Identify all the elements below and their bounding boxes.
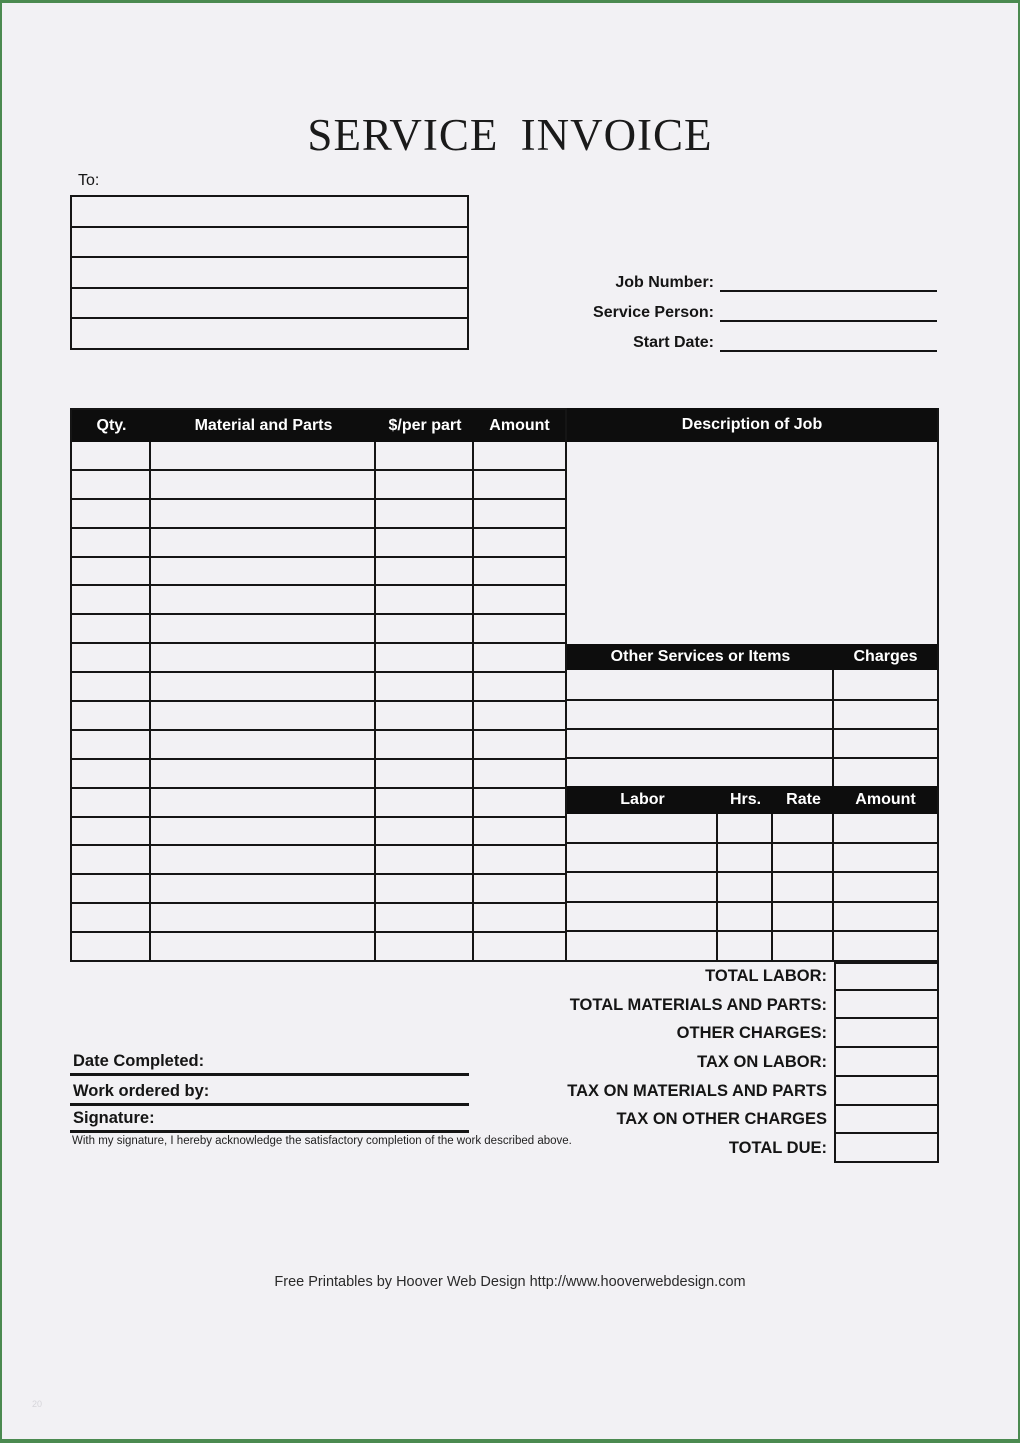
qty-cell[interactable] <box>72 904 151 931</box>
tax-on-other-charges-label: TAX ON OTHER CHARGES <box>616 1110 827 1129</box>
materials-table-header <box>72 410 565 442</box>
material-parts-column-header: Material and Parts <box>194 417 333 434</box>
charges-column-header: Charges <box>853 648 918 665</box>
rate-cell[interactable] <box>773 844 834 872</box>
amount-cell[interactable] <box>474 529 565 556</box>
charges-cell[interactable] <box>834 759 937 786</box>
recipient-address-line[interactable] <box>72 287 467 318</box>
amount-cell[interactable] <box>474 471 565 498</box>
labor-cell[interactable] <box>567 844 718 872</box>
qty-cell[interactable] <box>72 702 151 729</box>
description-of-job-header <box>567 408 937 442</box>
rate-cell[interactable] <box>773 814 834 842</box>
labor-table-row <box>567 901 937 931</box>
price-per-part-cell[interactable] <box>376 702 474 729</box>
material-parts-cell[interactable] <box>151 529 376 556</box>
labor-amount-cell[interactable] <box>834 844 937 872</box>
materials-table-row <box>72 642 565 671</box>
tax-on-labor-box[interactable] <box>834 1048 939 1077</box>
price-per-part-cell[interactable] <box>376 789 474 816</box>
totals-section <box>432 962 939 1163</box>
amount-cell[interactable] <box>474 818 565 845</box>
amount-cell[interactable] <box>474 615 565 642</box>
materials-table-row <box>72 584 565 613</box>
other-charges-label: OTHER CHARGES: <box>676 1024 827 1043</box>
price-per-part-cell[interactable] <box>376 904 474 931</box>
right-column <box>567 408 939 962</box>
to-label: To: <box>78 172 100 189</box>
charges-cell[interactable] <box>834 730 937 757</box>
hrs-cell[interactable] <box>718 814 773 842</box>
amount-cell[interactable] <box>474 558 565 585</box>
amount-cell[interactable] <box>474 760 565 787</box>
signature-disclaimer: With my signature, I hereby acknowledge the satisfactory completion of the work described above. <box>72 1135 572 1147</box>
amount-cell[interactable] <box>474 702 565 729</box>
date-completed-field[interactable] <box>70 1052 469 1076</box>
amount-cell[interactable] <box>474 933 565 960</box>
qty-cell[interactable] <box>72 442 151 469</box>
recipient-address-line[interactable] <box>72 197 467 226</box>
material-parts-cell[interactable] <box>151 818 376 845</box>
tax-on-materials-label: TAX ON MATERIALS AND PARTS <box>567 1081 827 1100</box>
labor-amount-cell[interactable] <box>834 903 937 931</box>
materials-table-row <box>72 816 565 845</box>
labor-table-row <box>567 871 937 901</box>
page-number: 20 <box>32 1399 43 1409</box>
material-parts-cell[interactable] <box>151 644 376 671</box>
signature-label: Signature: <box>73 1109 155 1127</box>
qty-cell[interactable] <box>72 644 151 671</box>
tax-on-labor-row <box>432 1048 939 1077</box>
signature-field[interactable] <box>70 1109 469 1133</box>
qty-cell[interactable] <box>72 789 151 816</box>
service-person-field <box>522 296 937 322</box>
amount-cell[interactable] <box>474 789 565 816</box>
labor-amount-column-header: Amount <box>855 791 916 808</box>
recipient-address-box <box>70 195 469 350</box>
material-parts-cell[interactable] <box>151 500 376 527</box>
job-number-label: Job Number: <box>615 273 714 291</box>
other-services-row <box>567 670 937 699</box>
job-number-field <box>522 266 937 292</box>
description-of-job-label: Description of Job <box>681 416 823 433</box>
qty-cell[interactable] <box>72 529 151 556</box>
materials-table-row <box>72 498 565 527</box>
hrs-cell[interactable] <box>718 873 773 901</box>
start-date-input-line[interactable] <box>720 326 937 352</box>
labor-amount-cell[interactable] <box>834 814 937 842</box>
total-labor-box[interactable] <box>834 962 939 991</box>
materials-table-row <box>72 527 565 556</box>
amount-cell[interactable] <box>474 904 565 931</box>
price-per-part-cell[interactable] <box>376 933 474 960</box>
material-parts-cell[interactable] <box>151 731 376 758</box>
price-per-part-cell[interactable] <box>376 760 474 787</box>
materials-table-row <box>72 873 565 902</box>
qty-cell[interactable] <box>72 500 151 527</box>
amount-cell[interactable] <box>474 673 565 700</box>
material-parts-cell[interactable] <box>151 760 376 787</box>
tax-on-other-charges-row <box>432 1106 939 1135</box>
rate-column-header: Rate <box>786 791 821 808</box>
amount-cell[interactable] <box>474 644 565 671</box>
qty-cell[interactable] <box>72 875 151 902</box>
material-parts-cell[interactable] <box>151 615 376 642</box>
labor-cell[interactable] <box>567 814 718 842</box>
price-per-part-cell[interactable] <box>376 818 474 845</box>
labor-table-row <box>567 842 937 872</box>
labor-table-row <box>567 930 937 960</box>
start-date-field <box>522 326 937 352</box>
labor-amount-cell[interactable] <box>834 932 937 960</box>
amount-cell[interactable] <box>474 586 565 613</box>
materials-table <box>70 408 567 962</box>
charges-cell[interactable] <box>834 670 937 699</box>
description-of-job-textarea[interactable] <box>567 442 937 644</box>
hrs-column-header: Hrs. <box>729 791 762 808</box>
price-per-part-cell[interactable] <box>376 846 474 873</box>
total-materials-box[interactable] <box>834 991 939 1020</box>
material-parts-cell[interactable] <box>151 702 376 729</box>
materials-table-body <box>72 442 565 960</box>
materials-table-row <box>72 729 565 758</box>
rate-cell[interactable] <box>773 873 834 901</box>
other-charges-box[interactable] <box>834 1019 939 1048</box>
total-due-label: TOTAL DUE: <box>728 1139 827 1158</box>
amount-cell[interactable] <box>474 875 565 902</box>
material-parts-cell[interactable] <box>151 673 376 700</box>
price-per-part-cell[interactable] <box>376 615 474 642</box>
price-per-part-cell[interactable] <box>376 586 474 613</box>
materials-table-row <box>72 931 565 960</box>
materials-table-row <box>72 613 565 642</box>
service-person-input-line[interactable] <box>720 296 937 322</box>
materials-table-row <box>72 671 565 700</box>
labor-amount-cell[interactable] <box>834 873 937 901</box>
material-parts-cell[interactable] <box>151 846 376 873</box>
materials-table-row <box>72 556 565 585</box>
labor-cell[interactable] <box>567 903 718 931</box>
service-person-label: Service Person: <box>593 303 714 321</box>
hrs-cell[interactable] <box>718 844 773 872</box>
price-per-part-cell[interactable] <box>376 731 474 758</box>
other-services-row <box>567 728 937 757</box>
other-service-item-cell[interactable] <box>567 701 834 728</box>
qty-cell[interactable] <box>72 760 151 787</box>
tax-on-labor-label: TAX ON LABOR: <box>697 1052 827 1071</box>
material-parts-cell[interactable] <box>151 586 376 613</box>
recipient-address-line[interactable] <box>72 317 467 348</box>
job-number-input-line[interactable] <box>720 266 937 292</box>
materials-table-row <box>72 700 565 729</box>
other-services-row <box>567 757 937 786</box>
material-parts-cell[interactable] <box>151 904 376 931</box>
qty-cell[interactable] <box>72 586 151 613</box>
material-parts-cell[interactable] <box>151 875 376 902</box>
qty-cell[interactable] <box>72 731 151 758</box>
work-ordered-by-field[interactable] <box>70 1082 469 1106</box>
work-ordered-by-label: Work ordered by: <box>73 1082 210 1100</box>
amount-column-header: Amount <box>489 417 550 434</box>
price-per-part-cell[interactable] <box>376 500 474 527</box>
price-per-part-column-header: $/per part <box>388 417 462 434</box>
amount-cell[interactable] <box>474 846 565 873</box>
other-services-row <box>567 699 937 728</box>
price-per-part-cell[interactable] <box>376 673 474 700</box>
price-per-part-cell[interactable] <box>376 558 474 585</box>
amount-cell[interactable] <box>474 442 565 469</box>
other-services-header <box>567 644 937 670</box>
materials-table-row <box>72 787 565 816</box>
materials-table-row <box>72 902 565 931</box>
recipient-address-line[interactable] <box>72 256 467 287</box>
tax-on-materials-row <box>432 1077 939 1106</box>
hrs-cell[interactable] <box>718 932 773 960</box>
materials-table-row <box>72 442 565 469</box>
price-per-part-cell[interactable] <box>376 471 474 498</box>
labor-table-body <box>567 814 937 960</box>
total-labor-row <box>432 962 939 991</box>
other-service-item-cell[interactable] <box>567 730 834 757</box>
materials-table-row <box>72 844 565 873</box>
price-per-part-cell[interactable] <box>376 644 474 671</box>
qty-cell[interactable] <box>72 673 151 700</box>
other-services-body <box>567 670 937 786</box>
start-date-label: Start Date: <box>633 333 714 351</box>
other-charges-row <box>432 1019 939 1048</box>
page-title: SERVICE INVOICE <box>307 110 713 160</box>
hrs-cell[interactable] <box>718 903 773 931</box>
price-per-part-cell[interactable] <box>376 875 474 902</box>
material-parts-cell[interactable] <box>151 933 376 960</box>
material-parts-cell[interactable] <box>151 789 376 816</box>
qty-cell[interactable] <box>72 471 151 498</box>
price-per-part-cell[interactable] <box>376 442 474 469</box>
other-service-item-cell[interactable] <box>567 759 834 786</box>
other-service-item-cell[interactable] <box>567 670 834 699</box>
materials-table-row <box>72 758 565 787</box>
qty-cell[interactable] <box>72 558 151 585</box>
materials-table-row <box>72 469 565 498</box>
labor-column-header: Labor <box>620 791 665 808</box>
qty-cell[interactable] <box>72 615 151 642</box>
other-services-column-header: Other Services or Items <box>610 648 791 665</box>
material-parts-cell[interactable] <box>151 558 376 585</box>
tax-on-other-charges-box[interactable] <box>834 1106 939 1135</box>
qty-cell[interactable] <box>72 846 151 873</box>
total-materials-row <box>432 991 939 1020</box>
date-completed-label: Date Completed: <box>73 1052 205 1070</box>
footer-credit: Free Printables by Hoover Web Design http://www.hooverwebdesign.com <box>274 1274 746 1290</box>
qty-cell[interactable] <box>72 818 151 845</box>
material-parts-cell[interactable] <box>151 442 376 469</box>
charges-cell[interactable] <box>834 701 937 728</box>
recipient-address-line[interactable] <box>72 226 467 257</box>
tax-on-materials-box[interactable] <box>834 1077 939 1106</box>
total-materials-label: TOTAL MATERIALS AND PARTS: <box>569 995 827 1014</box>
price-per-part-cell[interactable] <box>376 529 474 556</box>
qty-column-header: Qty. <box>96 417 127 434</box>
total-due-box[interactable] <box>834 1134 939 1163</box>
amount-cell[interactable] <box>474 731 565 758</box>
rate-cell[interactable] <box>773 903 834 931</box>
labor-table-row <box>567 814 937 842</box>
labor-table-header <box>567 786 937 814</box>
rate-cell[interactable] <box>773 932 834 960</box>
material-parts-cell[interactable] <box>151 471 376 498</box>
qty-cell[interactable] <box>72 933 151 960</box>
labor-cell[interactable] <box>567 932 718 960</box>
labor-cell[interactable] <box>567 873 718 901</box>
total-labor-label: TOTAL LABOR: <box>705 966 827 985</box>
amount-cell[interactable] <box>474 500 565 527</box>
